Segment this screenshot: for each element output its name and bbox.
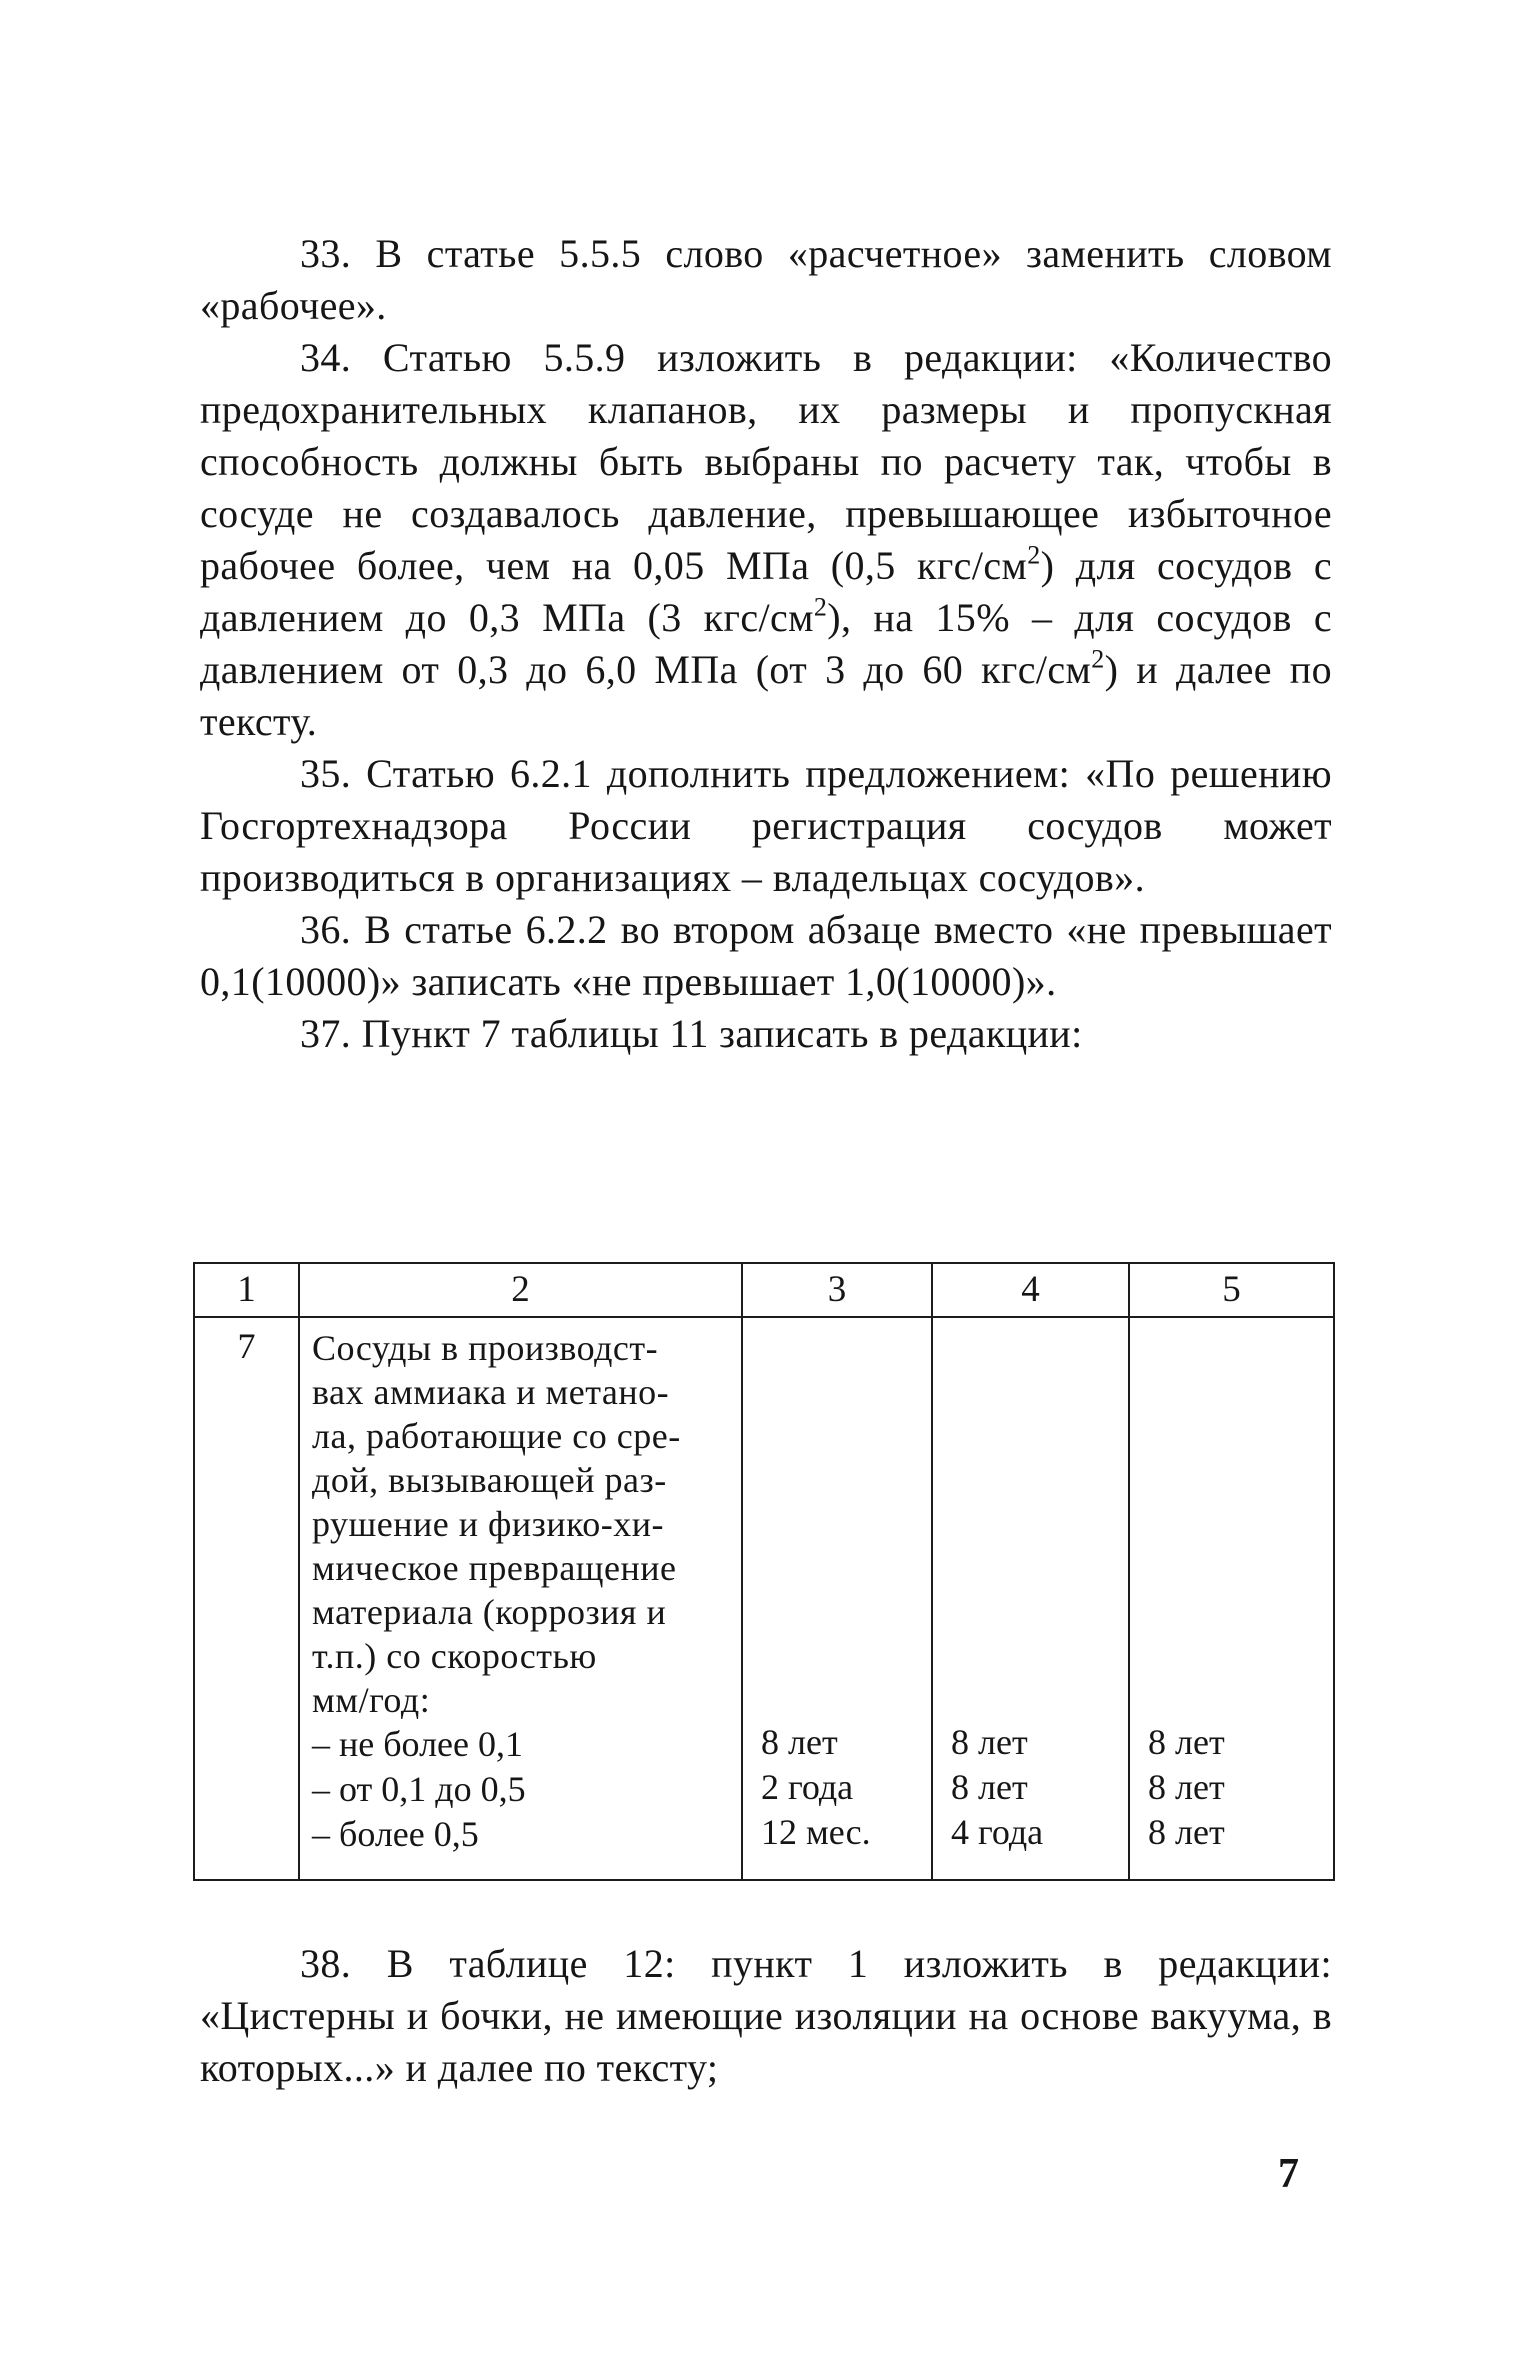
header-cell: 5 (1129, 1263, 1334, 1317)
value-cell: 2 года (761, 1767, 854, 1807)
header-cell: 1 (194, 1263, 299, 1317)
paragraph-35: 35. Статью 6.2.1 дополнить предложением: «По решению Госгортехнадзора России регистрация сосудов может производиться в организациях – владельцах сосудов». (200, 751, 1332, 900)
value-cell: 8 лет (761, 1722, 838, 1762)
amendments-text-top (200, 228, 1332, 1060)
value-cell: 8 лет (951, 1722, 1028, 1762)
value-cell: 12 мес. (761, 1812, 871, 1852)
p34-part-b: ) для сосудов с давлением до 0,3 МПа (3 кгс/см (200, 543, 1332, 640)
superscript-2: 2 (813, 592, 828, 622)
description-line: дой, вызывающей раз- (312, 1460, 667, 1500)
description-line: ла, работающие со сре- (312, 1416, 681, 1456)
description-line: вах аммиака и метано- (312, 1372, 670, 1412)
column-4-values (932, 1317, 1129, 1880)
condition-line: – от 0,1 до 0,5 (312, 1769, 526, 1809)
description-line: рушение и физико-хи- (312, 1504, 664, 1544)
superscript-2: 2 (1091, 644, 1105, 674)
description-line: материала (коррозия и (312, 1592, 667, 1632)
value-cell: 8 лет (951, 1767, 1028, 1807)
description-line: мическое превращение (312, 1548, 677, 1588)
superscript-2: 2 (1027, 540, 1041, 570)
p34-part-c: ), на 15% – для сосудов с давлением от 0,3 до 6,0 МПа (от 3 до 60 кгс/см (200, 595, 1332, 692)
description-text (312, 1326, 731, 1722)
value-cell: 4 года (951, 1812, 1044, 1852)
description-line: т.п.) со скоростью (312, 1636, 597, 1676)
value-cell: 8 лет (1148, 1812, 1225, 1852)
paragraph-37: 37. Пункт 7 таблицы 11 записать в редакции: (300, 1011, 1083, 1056)
paragraph-36: 36. В статье 6.2.2 во втором абзаце вместо «не превышает 0,1(10000)» записать «не превышает 1,0(10000)». (200, 907, 1332, 1004)
header-cell: 2 (299, 1263, 742, 1317)
description-line: Сосуды в производст- (312, 1328, 659, 1368)
condition-line: – не более 0,1 (312, 1724, 524, 1764)
table-header-row (194, 1263, 1334, 1317)
value-cell: 8 лет (1148, 1767, 1225, 1807)
header-cell: 3 (742, 1263, 932, 1317)
condition-line: – более 0,5 (312, 1814, 479, 1854)
header-cell: 4 (932, 1263, 1129, 1317)
table-11-item-7 (193, 1262, 1335, 1881)
p34-part-a: 34. Статью 5.5.9 изложить в редакции: «Количество предохранительных клапанов, их размеры и пропускная способность должны быть выбраны по расчету так, чтобы в сосуде не создавалось давление, превышающее избыточное рабочее более, чем на 0,05 МПа (0,5 кгс/см (200, 335, 1332, 588)
table-row (194, 1317, 1334, 1880)
amendments-text-bottom (200, 1938, 1332, 2094)
column-3-values (742, 1317, 932, 1880)
value-cell: 8 лет (1148, 1722, 1225, 1762)
p34-part-d: ) и далее по тексту. (200, 647, 1332, 744)
paragraph-33: 33. В статье 5.5.5 слово «расчетное» заменить словом «рабочее». (200, 231, 1332, 328)
paragraph-38: 38. В таблице 12: пункт 1 изложить в редакции: «Цистерны и бочки, не имеющие изоляции на основе вакуума, в которых...» и далее по тексту; (200, 1941, 1332, 2090)
vessel-description (299, 1317, 742, 1880)
description-line: мм/год: (312, 1680, 431, 1720)
column-5-values (1129, 1317, 1334, 1880)
row-number: 7 (194, 1317, 299, 1880)
page-number: 7 (1278, 2151, 1299, 2197)
paragraph-34 (200, 332, 1332, 748)
